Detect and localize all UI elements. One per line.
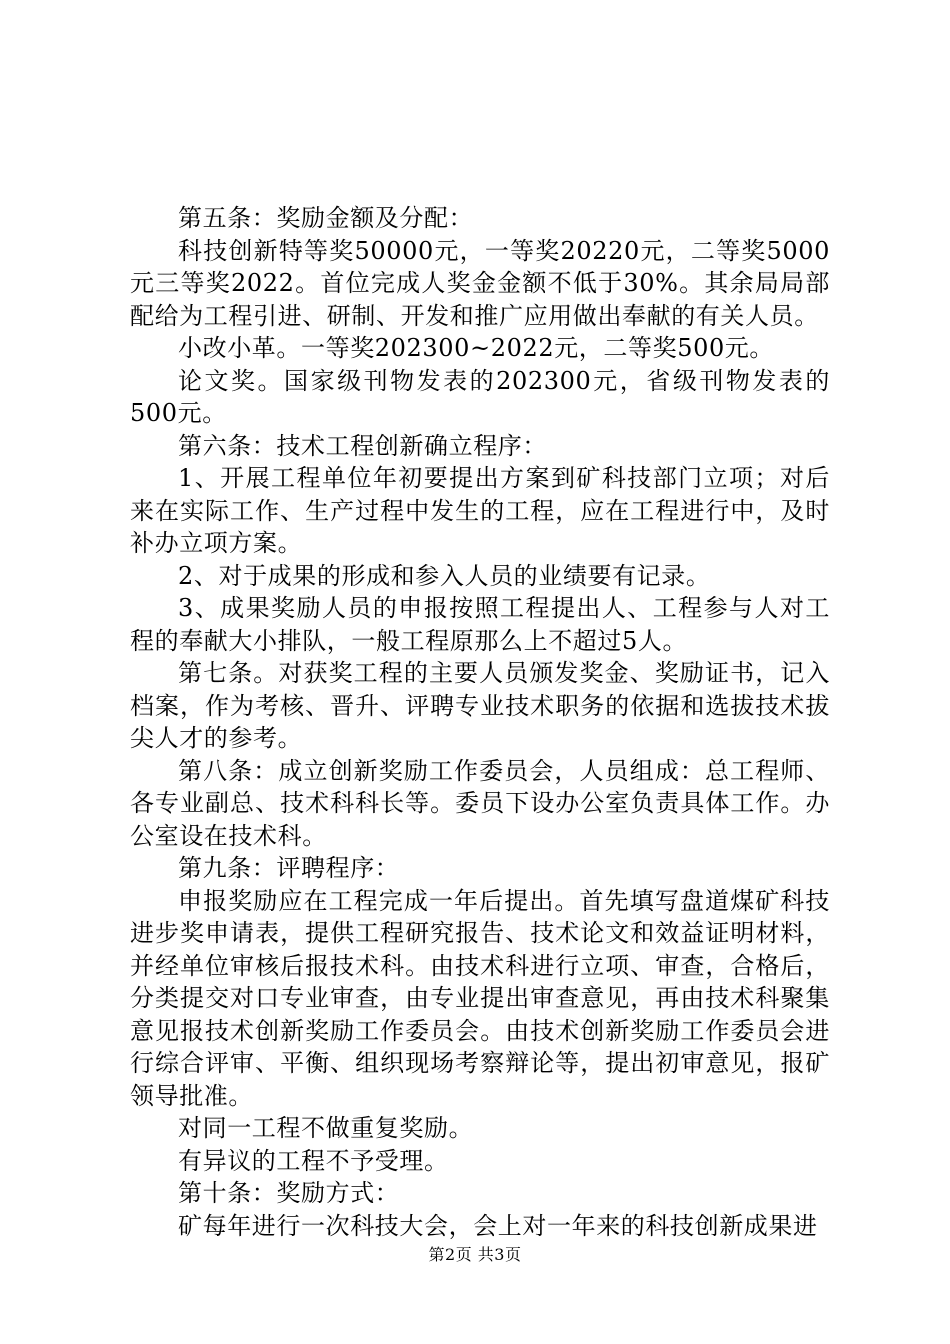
paragraph-innovation-awards: 科技创新特等奖50000元，一等奖20220元，二等奖5000元三等奖2022。首位完成人奖金金额不低于30%。其余局局部配给为工程引进、研制、开发和推广应用做出奉献的有关人员。 xyxy=(130,236,830,330)
paragraph-article-8: 第八条：成立创新奖励工作委员会，人员组成：总工程师、各专业副总、技术科科长等。委员下设办公室负责具体工作。办公室设在技术科。 xyxy=(130,756,830,850)
paragraph-article-5-heading: 第五条：奖励金额及分配： xyxy=(178,204,474,232)
paragraph-procedure-1: 1、开展工程单位年初要提出方案到矿科技部门立项；对后来在实际工作、生产过程中发生的工程，应在工程进行中，及时补办立项方案。 xyxy=(130,464,830,557)
document-body xyxy=(130,202,830,1242)
paragraph-article-9-heading: 第九条：评聘程序： xyxy=(178,854,400,882)
paragraph-paper-awards: 论文奖。国家级刊物发表的202300元，省级刊物发表的500元。 xyxy=(130,366,830,427)
paragraph-minor-improvements: 小改小革。一等奖202300~2022元，二等奖500元。 xyxy=(178,334,775,362)
paragraph-no-duplicate-awards: 对同一工程不做重复奖励。 xyxy=(178,1114,474,1142)
paragraph-article-6-heading: 第六条：技术工程创新确立程序： xyxy=(178,431,547,460)
paragraph-procedure-3: 3、成果奖励人员的申报按照工程提出人、工程参与人对工程的奉献大小排队，一般工程原那么上不超过5人。 xyxy=(130,594,830,655)
paragraph-disputed-projects: 有异议的工程不予受理。 xyxy=(178,1146,449,1175)
paragraph-application-process: 申报奖励应在工程完成一年后提出。首先填写盘道煤矿科技进步奖申请表，提供工程研究报告、技术论文和效益证明材料，并经单位审核后报技术科。由技术科进行立项、审查，合格后，分类提交对口专业审查，由专业提出审查意见，再由技术科聚集意见报技术创新奖励工作委员会。由技术创新奖励工作委员会进行综合评审、平衡、组织现场考察辩论等，提出初审意见，报矿领导批准。 xyxy=(130,886,830,1110)
paragraph-article-10-heading: 第十条：奖励方式： xyxy=(178,1179,400,1207)
page-number: 第2页 共3页 xyxy=(428,1245,522,1264)
paragraph-annual-conference: 矿每年进行一次科技大会，会上对一年来的科技创新成果进 xyxy=(178,1211,818,1240)
paragraph-article-7: 第七条。对获奖工程的主要人员颁发奖金、奖励证书，记入档案，作为考核、晋升、评聘专业技术职务的依据和选拔技术拔尖人才的参考。 xyxy=(130,659,830,752)
paragraph-procedure-2: 2、对于成果的形成和参入人员的业绩要有记录。 xyxy=(178,561,711,590)
